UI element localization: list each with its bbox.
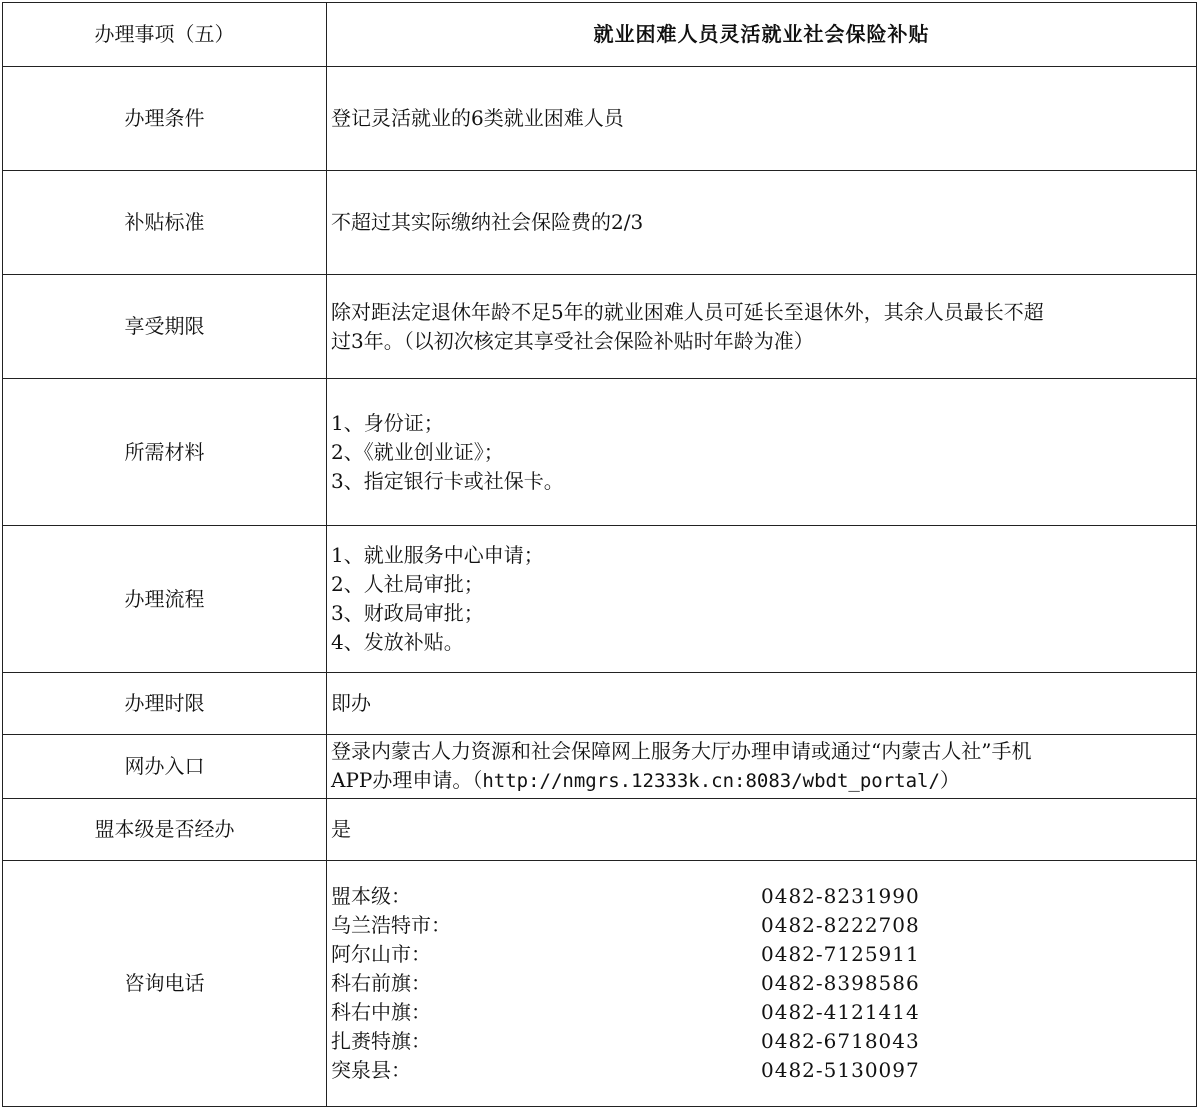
process-list — [327, 526, 1197, 673]
online-value — [327, 735, 1197, 799]
service-info-table — [2, 2, 1197, 1107]
time-limit-value: 即办 — [327, 673, 1197, 735]
standard-label: 补贴标准 — [3, 171, 327, 275]
list-item: 1、就业服务中心申请； — [331, 543, 544, 567]
list-item: 2、《就业创业证》； — [331, 439, 504, 464]
contact-row — [331, 940, 1192, 969]
contact-phone: 0482-8231990 — [761, 884, 920, 908]
page-title: 就业困难人员灵活就业社会保险补贴 — [327, 3, 1197, 67]
contact-phone: 0482-8398586 — [761, 971, 920, 995]
process-label: 办理流程 — [3, 526, 327, 673]
row-materials — [3, 379, 1197, 526]
period-label: 享受期限 — [3, 275, 327, 379]
conditions-label: 办理条件 — [3, 67, 327, 171]
online-line-2-prefix: APP办理申请。（ — [331, 768, 483, 792]
list-item: 3、财政局审批； — [331, 601, 484, 625]
contact-name: 科右前旗： — [331, 971, 431, 995]
list-item: 4、发放补贴。 — [331, 630, 464, 654]
contact-row — [331, 969, 1192, 998]
row-process — [3, 526, 1197, 673]
row-hotline — [3, 861, 1197, 1107]
standard-value: 不超过其实际缴纳社会保险费的2/3 — [327, 171, 1197, 275]
contact-phone: 0482-7125911 — [761, 942, 920, 966]
header-label: 办理事项（五） — [3, 3, 327, 67]
contact-name: 科右中旗： — [331, 1000, 431, 1024]
period-line-2: 过3年。（以初次核定其享受社会保险补贴时年龄为准） — [331, 328, 814, 353]
contact-row — [331, 882, 1192, 911]
contact-name: 扎赉特旗： — [331, 1029, 431, 1053]
online-portal-link[interactable]: http://nmgrs.12333k.cn:8083/wbdt_portal/ — [482, 770, 940, 792]
contact-row — [331, 911, 1192, 940]
online-label: 网办入口 — [3, 735, 327, 799]
period-line-1: 除对距法定退休年龄不足5年的就业困难人员可延长至退休外，其余人员最长不超 — [331, 299, 1044, 324]
list-item: 3、指定银行卡或社保卡。 — [331, 468, 564, 493]
hotline-label: 咨询电话 — [3, 861, 327, 1107]
period-value — [327, 275, 1197, 379]
league-level-label: 盟本级是否经办 — [3, 799, 327, 861]
contact-name: 乌兰浩特市： — [331, 913, 451, 937]
conditions-value: 登记灵活就业的6类就业困难人员 — [327, 67, 1197, 171]
online-line-1: 登录内蒙古人力资源和社会保障网上服务大厅办理申请或通过“内蒙古人社”手机 — [331, 739, 1032, 763]
contact-row — [331, 998, 1192, 1027]
contact-name: 阿尔山市： — [331, 942, 431, 966]
materials-label: 所需材料 — [3, 379, 327, 526]
contact-name: 盟本级： — [331, 884, 411, 908]
contact-phone: 0482-5130097 — [761, 1058, 920, 1082]
contact-phone: 0482-6718043 — [761, 1029, 920, 1053]
contact-phone: 0482-8222708 — [761, 913, 920, 937]
contact-row — [331, 1027, 1192, 1056]
row-online — [3, 735, 1197, 799]
row-league-level — [3, 799, 1197, 861]
row-conditions — [3, 67, 1197, 171]
hotline-list — [327, 861, 1197, 1107]
list-item: 2、人社局审批； — [331, 572, 484, 596]
row-standard — [3, 171, 1197, 275]
league-level-value: 是 — [327, 799, 1197, 861]
row-time-limit — [3, 673, 1197, 735]
row-period — [3, 275, 1197, 379]
header-row — [3, 3, 1197, 67]
online-line-2 — [331, 766, 1192, 796]
contact-row — [331, 1056, 1192, 1085]
time-limit-label: 办理时限 — [3, 673, 327, 735]
contact-name: 突泉县： — [331, 1058, 411, 1082]
list-item: 1、身份证； — [331, 410, 444, 435]
materials-list — [327, 379, 1197, 526]
contact-phone: 0482-4121414 — [761, 1000, 920, 1024]
online-line-2-suffix: ） — [939, 768, 960, 792]
